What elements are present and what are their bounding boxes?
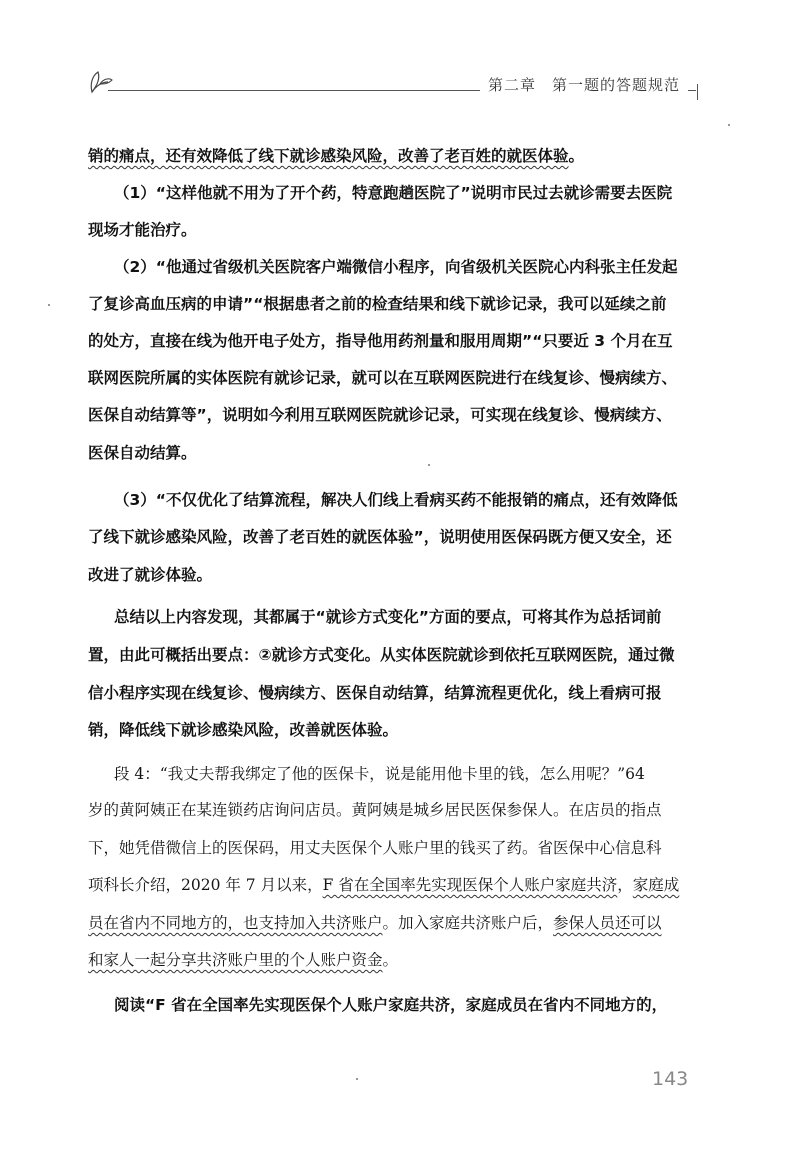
text-line: 信小程序实现在线复诊、慢病续方、医保自动结算，结算流程更优化，线上看病可报 bbox=[88, 684, 662, 702]
underlined-phrase: F 省在全国率先实现医保个人账户家庭共济 bbox=[322, 876, 618, 894]
underlined-phrase: 参保人员还可以 bbox=[553, 914, 662, 932]
page-number: 143 bbox=[652, 1068, 689, 1090]
text-line: 的处方，直接在线为他开电子处方，指导他用药剂量和服用周期”“只要近 3 个月在互 bbox=[88, 332, 673, 350]
text-span: 。加入家庭共济账户后， bbox=[382, 914, 554, 932]
text-span: 项科长介绍，2020 年 7 月以来， bbox=[88, 876, 323, 894]
scan-speck bbox=[728, 124, 730, 126]
underlined-phrase: 和家人一起分享共济账户里的个人账户资金 bbox=[88, 951, 383, 969]
text-line: 医保自动结算。 bbox=[88, 444, 197, 462]
text-line: 段 4：“我丈夫帮我绑定了他的医保卡，说是能用他卡里的钱，怎么用呢？”64 bbox=[114, 765, 645, 783]
scan-speck bbox=[428, 464, 430, 466]
text-line bbox=[88, 146, 584, 166]
text-line: （2）“他通过省级机关医院客户端微信小程序，向省级机关医院心内科张主任发起 bbox=[114, 258, 678, 276]
text-line bbox=[88, 913, 662, 933]
underlined-phrase: 销的痛点，还有效降低了线下就诊感染风险，改善了老百姓的就医体验 bbox=[88, 147, 569, 165]
chapter-title: 第二章 第一题的答题规范 bbox=[480, 74, 688, 95]
text-line: 销，降低线下就诊感染风险，改善就医体验。 bbox=[88, 721, 399, 739]
text-line: 总结以上内容发现，其都属于“就诊方式变化”方面的要点，可将其作为总括词前 bbox=[114, 608, 662, 626]
text-line: 岁的黄阿姨正在某连锁药店询问店员。黄阿姨是城乡居民医保参保人。在店员的指点 bbox=[88, 801, 662, 819]
text-line bbox=[88, 875, 679, 895]
scan-speck bbox=[48, 304, 50, 306]
text-span: ， bbox=[617, 876, 633, 894]
text-line: 改进了就诊体验。 bbox=[88, 566, 213, 584]
text-line: 下，她凭借微信上的医保码，用丈夫医保个人账户里的钱买了药。省医保中心信息科 bbox=[88, 839, 662, 857]
text-line: 置，由此可概括出要点：②就诊方式变化。从实体医院就诊到依托互联网医院，通过微 bbox=[88, 646, 675, 664]
scan-speck bbox=[356, 1078, 358, 1080]
text-line: 联网医院所属的实体医院有就诊记录，就可以在互联网医院进行在线复诊、慢病续方、 bbox=[88, 369, 678, 387]
underlined-phrase: 员在省内不同地方的，也支持加入共济账户 bbox=[88, 914, 383, 932]
text-span: 。 bbox=[382, 951, 399, 969]
text-line: 医保自动结算等”，说明如今利用互联网医院就诊记录，可实现在线复诊、慢病续方、 bbox=[88, 406, 672, 424]
text-line: 了线下就诊感染风险，改善了老百姓的就医体验”，说明使用医保码既方便又安全，还 bbox=[88, 528, 672, 546]
text-line: 了复诊高血压病的申请”“根据患者之前的检查结果和线下就诊记录，我可以延续之前 bbox=[88, 295, 667, 313]
text-line: 阅读“F 省在全国率先实现医保个人账户家庭共济，家庭成员在省内不同地方的， bbox=[114, 996, 668, 1014]
running-header bbox=[86, 66, 696, 100]
text-span: 。 bbox=[568, 147, 585, 165]
leaf-ornament-icon bbox=[86, 66, 120, 96]
text-line: 现场才能治疗。 bbox=[88, 221, 197, 239]
text-line bbox=[88, 950, 398, 970]
text-line: （3）“不仅优化了结算流程，解决人们线上看病买药不能报销的痛点，还有效降低 bbox=[114, 491, 678, 509]
text-line: （1）“这样他就不用为了开个药，特意跑趟医院了”说明市民过去就诊需要去医院 bbox=[114, 184, 673, 202]
underlined-phrase: 家庭成 bbox=[632, 876, 680, 894]
header-end-mark bbox=[697, 84, 698, 100]
